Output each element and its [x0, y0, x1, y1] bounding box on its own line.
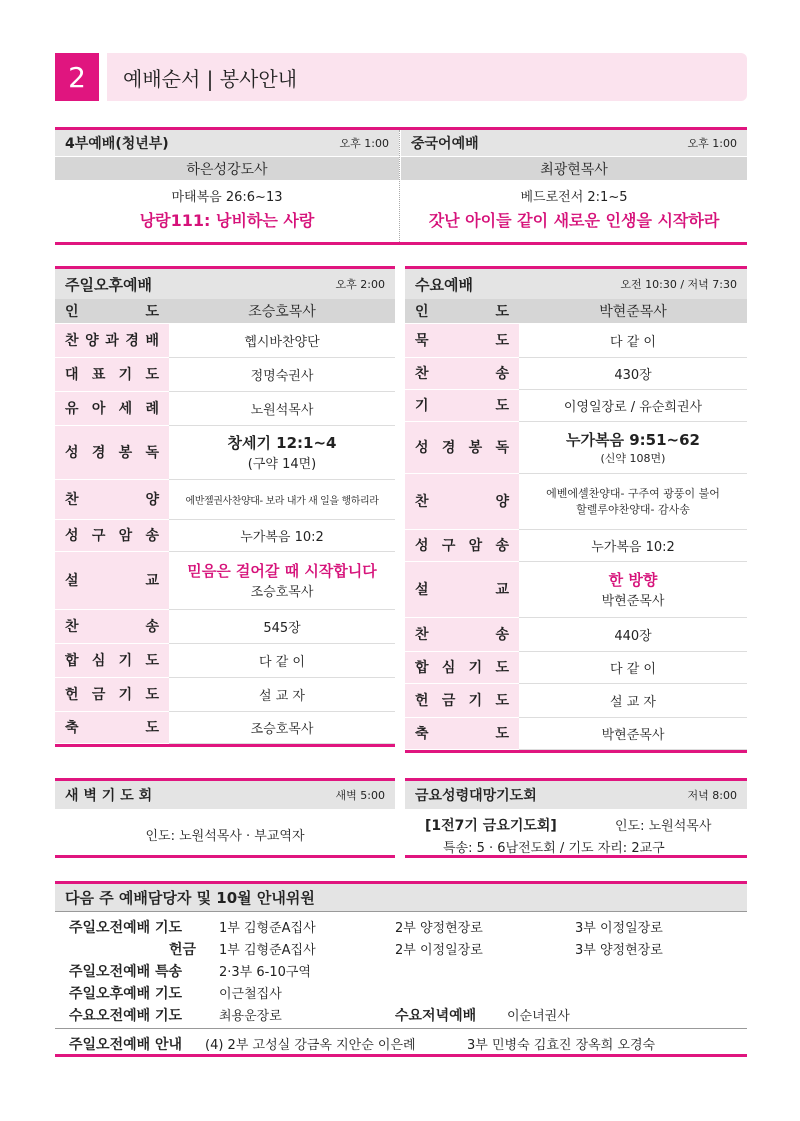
row-sub: 박현준목사 — [601, 594, 665, 609]
sunday-pm-title: 주일오후예배 — [65, 275, 152, 294]
wednesday-service — [405, 266, 747, 753]
next-label: 주일오전예배 특송 — [69, 964, 183, 980]
row-label: 축 도 — [65, 720, 159, 736]
row-value: 박현준목사 — [519, 717, 747, 749]
youth-service-preacher: 하은성강도사 — [55, 156, 399, 180]
sunday-afternoon-service — [55, 266, 395, 747]
chinese-service-preacher: 최광현목사 — [401, 156, 747, 180]
chinese-service-time: 오후 1:00 — [687, 137, 737, 150]
row-value: 헵시바찬양단 — [169, 323, 395, 357]
next-week-section — [55, 881, 747, 1057]
row-sub: 할렐루야찬양대- 감사송 — [576, 503, 690, 516]
sunday-pm-leader-label: 인 도 — [65, 303, 159, 320]
wednesday-time: 오전 10:30 / 저녁 7:30 — [620, 278, 737, 291]
row-label: 성 구 암 송 — [65, 528, 159, 544]
row-sub: 조승호목사 — [250, 585, 314, 600]
row-value: 믿음은 걸어갈 때 시작합니다 — [187, 562, 377, 580]
next-value: (4) 2부 고성실 강금옥 지안순 이은례 — [205, 1038, 416, 1053]
youth-service-verse: 마태복음 26:6~13 — [171, 190, 283, 205]
row-value: 설 교 자 — [519, 683, 747, 717]
row-value: 노원석목사 — [169, 391, 395, 425]
row-value: 다 같 이 — [519, 323, 747, 357]
dawn-text: 인도: 노원석목사 · 부교역자 — [145, 829, 305, 844]
row-label: 합 심 기 도 — [65, 653, 159, 669]
row-sub: (구약 14면) — [247, 457, 317, 472]
row-value: 에반젤권사찬양대- 보라 내가 새 일을 행하리라 — [169, 479, 395, 519]
row-label: 찬 송 — [65, 619, 159, 635]
chinese-service-title: 중국어예배 — [411, 136, 479, 152]
friday-detail: 특송: 5 · 6남전도회 / 기도 자리: 2교구 — [443, 841, 665, 856]
section-title: 예배순서 | 봉사안내 — [107, 53, 747, 101]
wednesday-leader-label: 인 도 — [415, 303, 509, 320]
next-value: 2·3부 6-10구역 — [219, 965, 311, 980]
row-label: 설 교 — [65, 573, 159, 589]
row-label: 묵 도 — [415, 333, 509, 349]
row-label: 축 도 — [415, 726, 509, 742]
row-label: 성 구 암 송 — [415, 538, 509, 554]
next-week-title: 다음 주 예배담당자 및 10월 안내위원 — [55, 884, 747, 912]
row-value: 다 같 이 — [519, 651, 747, 683]
row-label: 유 아 세 례 — [65, 401, 159, 417]
next-value: 이근철집사 — [219, 987, 282, 1002]
chinese-service-sermon: 갓난 아이들 같이 새로운 인생을 시작하라 — [428, 211, 720, 230]
row-value: 545장 — [169, 609, 395, 643]
dawn-title: 새 벽 기 도 회 — [65, 788, 153, 804]
friday-title: 금요성령대망기도회 — [415, 788, 537, 804]
next-value: 1부 김형준A집사 — [219, 943, 316, 958]
youth-service — [55, 130, 400, 242]
row-label: 설 교 — [415, 582, 509, 598]
next-value: 3부 양정현장로 — [575, 943, 663, 958]
row-label: 기 도 — [415, 398, 509, 414]
next-value: 2부 양정현장로 — [395, 921, 483, 936]
row-value: 440장 — [519, 617, 747, 651]
dawn-time: 새벽 5:00 — [335, 789, 385, 802]
page-header — [55, 53, 747, 101]
row-label: 찬 양 과 경 배 — [65, 333, 159, 349]
row-label: 찬 양 — [65, 492, 159, 508]
next-label: 주일오전예배 안내 — [69, 1037, 183, 1053]
row-label: 대 표 기 도 — [65, 367, 159, 383]
row-value: 창세기 12:1~4 — [227, 434, 337, 452]
next-value: 1부 김형준A집사 — [219, 921, 316, 936]
row-label: 성 경 봉 독 — [415, 440, 509, 456]
row-value: 조승호목사 — [169, 711, 395, 743]
next-value: 최용운장로 — [219, 1009, 282, 1024]
row-value: 이영일장로 / 유순희권사 — [519, 389, 747, 421]
row-label: 찬 양 — [415, 494, 509, 510]
next-label: 주일오전예배 기도 — [69, 920, 183, 936]
friday-prayer — [405, 778, 747, 858]
row-value: 누가복음 10:2 — [169, 519, 395, 551]
row-value: 에벤에셀찬양대- 구주여 광풍이 불어 — [546, 487, 720, 500]
row-value: 누가복음 10:2 — [519, 529, 747, 561]
row-label: 찬 송 — [415, 627, 509, 643]
next-label: 수요저녁예배 — [395, 1008, 477, 1024]
friday-leader: 인도: 노원석목사 — [614, 819, 712, 834]
wednesday-table — [405, 299, 747, 750]
youth-service-time: 오후 1:00 — [339, 137, 389, 150]
friday-time: 저녁 8:00 — [687, 789, 737, 802]
row-value: 430장 — [519, 357, 747, 389]
section-number: 2 — [55, 53, 99, 101]
youth-chinese-services — [55, 127, 747, 245]
sunday-pm-time: 오후 2:00 — [335, 278, 385, 291]
friday-subtitle: [1전7기 금요기도회] — [425, 818, 557, 834]
row-label: 찬 송 — [415, 366, 509, 382]
row-sub: (신약 108면) — [600, 451, 666, 465]
next-label: 수요오전예배 기도 — [69, 1008, 183, 1024]
row-value: 한 방향 — [608, 571, 658, 589]
dawn-prayer — [55, 778, 395, 858]
next-value: 이순녀권사 — [507, 1009, 570, 1024]
wednesday-leader: 박현준목사 — [519, 299, 747, 323]
row-label: 헌 금 기 도 — [415, 693, 509, 709]
row-label: 헌 금 기 도 — [65, 687, 159, 703]
row-label: 합 심 기 도 — [415, 660, 509, 676]
chinese-service — [401, 130, 747, 242]
row-value: 설 교 자 — [169, 677, 395, 711]
youth-service-title: 4부예배(청년부) — [65, 136, 169, 152]
row-label: 성 경 봉 독 — [65, 445, 159, 461]
row-value: 누가복음 9:51~62 — [566, 430, 700, 449]
row-value: 다 같 이 — [169, 643, 395, 677]
chinese-service-verse: 베드로전서 2:1~5 — [520, 190, 628, 205]
wednesday-title: 수요예배 — [415, 275, 473, 294]
next-value: 3부 이정일장로 — [575, 921, 663, 936]
sunday-pm-table — [55, 299, 395, 744]
row-value: 정명숙권사 — [169, 357, 395, 391]
next-value: 2부 이정일장로 — [395, 943, 483, 958]
next-value: 3부 민병숙 김효진 장옥희 오경숙 — [467, 1038, 656, 1053]
sunday-pm-leader: 조승호목사 — [169, 299, 395, 323]
next-label: 헌금 — [169, 942, 197, 958]
youth-service-sermon: 낭랑111: 낭비하는 사랑 — [139, 211, 315, 230]
next-label: 주일오후예배 기도 — [69, 986, 183, 1002]
